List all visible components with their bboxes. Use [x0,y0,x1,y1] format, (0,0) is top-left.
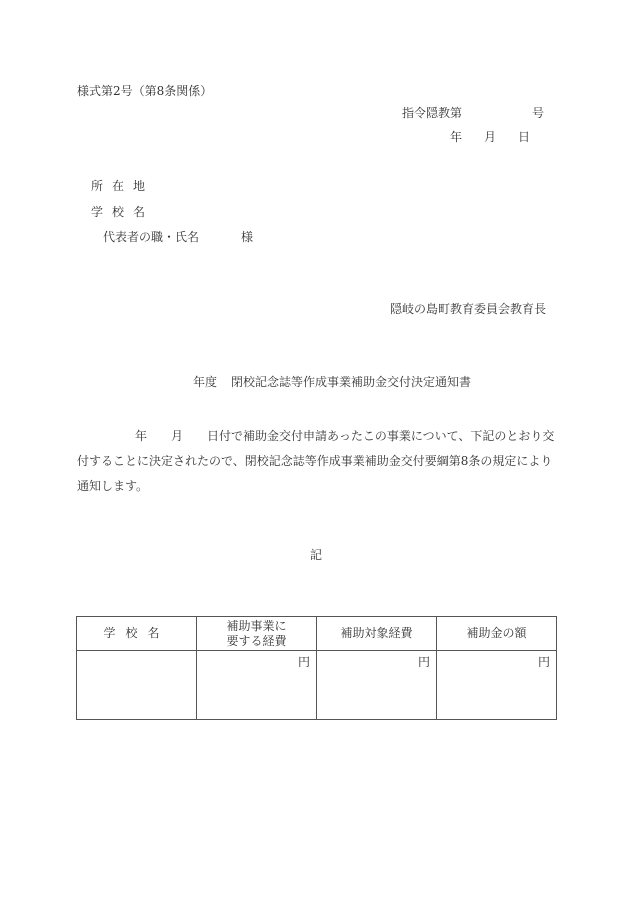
header-eligible-cost: 補助対象経費 [317,617,437,651]
body-text: 日付で補助金交付申請あったこの事業について、下記のとおり交付することに決定されたので、閉校記念誌等作成事業補助金交付要綱第8条の規定により通知します。 [77,429,555,493]
header-project-cost-line1: 補助事業に [226,618,287,633]
issue-year: 年 [450,130,463,144]
body-month: 月 [171,429,184,443]
directive-number [402,106,544,120]
title-text: 閉校記念誌等作成事業補助金交付決定通知書 [231,375,472,389]
header-grant-amount: 補助金の額 [436,617,556,651]
table-header-row [77,617,557,651]
cell-eligible-cost: 円 [317,651,437,720]
representative-title: 代表者の職・氏名 [103,230,200,244]
issuer: 隠岐の島町教育委員会教育長 [390,302,547,316]
directive-suffix: 号 [532,106,545,120]
document-title [193,375,471,389]
issue-date [450,130,530,144]
body-year: 年 [135,429,148,443]
cell-grant-amount: 円 [436,651,556,720]
representative-label [103,230,253,244]
ki-heading: 記 [310,548,323,562]
issue-month: 月 [484,130,497,144]
header-project-cost-line2: 要する経費 [226,633,287,648]
directive-prefix: 指令隠教第 [402,106,463,120]
honorific: 様 [241,230,254,244]
title-year: 年度 [193,375,218,389]
address-label: 所在地 [91,179,155,193]
form-number: 様式第2号（第8条関係） [77,84,213,98]
header-project-cost [197,617,317,651]
cell-project-cost: 円 [197,651,317,720]
body-paragraph [77,424,557,499]
header-school-name: 学校名 [77,617,197,651]
grant-table [76,616,557,720]
cell-school-name [77,651,197,720]
table-row [77,651,557,720]
issue-day: 日 [518,130,531,144]
school-name-label: 学校名 [91,205,155,219]
